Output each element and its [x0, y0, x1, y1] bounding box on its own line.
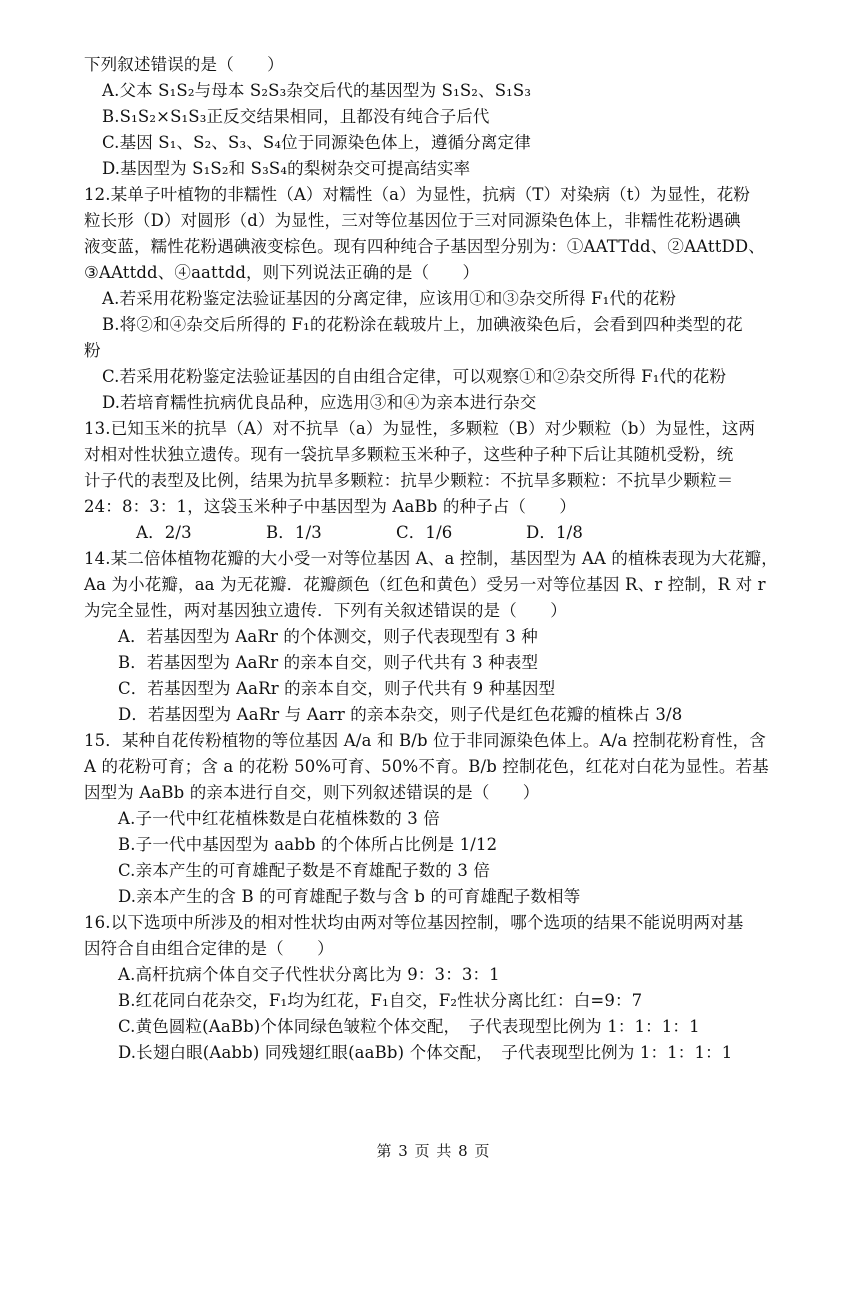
q11-option-b: B.S₁S₂×S₁S₃正反交结果相同，且都没有纯合子后代	[102, 107, 490, 126]
q15-stem-line: 15．某种自花传粉植物的等位基因 A/a 和 B/b 位于非同源染色体上。A/a 控制花粉育性，含	[84, 731, 766, 750]
q15-option-d: D.亲本产生的含 B 的可育雄配子数与含 b 的可育雄配子数相等	[118, 887, 581, 906]
q13-stem-line: 对相对性状独立遗传。现有一袋抗旱多颗粒玉米种子，这些种子种下后让其随机受粉，统	[84, 445, 734, 464]
q16-option-d: D.长翅白眼(Aabb) 同残翅红眼(aaBb) 个体交配， 子代表现型比例为 1：1：1：1	[118, 1043, 733, 1062]
q12-option-c: C.若采用花粉鉴定法验证基因的自由组合定律，可以观察①和②杂交所得 F₁代的花粉	[102, 367, 727, 386]
q14-stem-line: Aa 为小花瓣，aa 为无花瓣．花瓣颜色（红色和黄色）受另一对等位基因 R、r 控制，R 对 r	[84, 575, 766, 594]
q13-stem-line: 13.已知玉米的抗旱（A）对不抗旱（a）为显性，多颗粒（B）对少颗粒（b）为显性，这两	[84, 419, 756, 438]
q12-stem-line: 粒长形（D）对圆形（d）为显性，三对等位基因位于三对同源染色体上，非糯性花粉遇碘	[84, 211, 741, 230]
q13-option-c: C．1/6	[396, 523, 453, 542]
q16-option-a: A.高杆抗病个体自交子代性状分离比为 9：3：3：1	[118, 965, 500, 984]
q16-option-c: C.黄色圆粒(AaBb)个体同绿色皱粒个体交配， 子代表现型比例为 1：1：1：1	[118, 1017, 700, 1036]
q11-stem-end: 下列叙述错误的是（ ）	[84, 55, 284, 74]
q11-option-c: C.基因 S₁、S₂、S₃、S₄位于同源染色体上，遵循分离定律	[102, 133, 531, 152]
q12-option-b-wrap: 粉	[84, 341, 101, 360]
q11-option-d: D.基因型为 S₁S₂和 S₃S₄的梨树杂交可提高结实率	[102, 159, 471, 178]
q14-option-d: D．若基因型为 AaRr 与 Aarr 的亲本杂交，则子代是红色花瓣的植株占 3/8	[118, 705, 683, 724]
q15-option-c: C.亲本产生的可育雄配子数是不育雄配子数的 3 倍	[118, 861, 491, 880]
q13-option-b: B．1/3	[266, 523, 322, 542]
q16-option-b: B.红花同白花杂交，F₁均为红花，F₁自交，F₂性状分离比红：白=9：7	[118, 991, 643, 1010]
q14-stem-line: 14.某二倍体植物花瓣的大小受一对等位基因 A、a 控制，基因型为 AA 的植株表现为大花瓣，	[84, 549, 778, 568]
q14-option-b: B．若基因型为 AaRr 的亲本自交，则子代共有 3 种表型	[118, 653, 539, 672]
q12-option-b: B.将②和④杂交后所得的 F₁的花粉涂在载玻片上，加碘液染色后，会看到四种类型的花	[102, 315, 743, 334]
q16-stem-line: 16.以下选项中所涉及的相对性状均由两对等位基因控制，哪个选项的结果不能说明两对基	[84, 913, 744, 932]
q16-stem-line: 因符合自由组合定律的是（ ）	[84, 939, 334, 958]
q11-option-a: A.父本 S₁S₂与母本 S₂S₃杂交后代的基因型为 S₁S₂、S₁S₃	[102, 81, 532, 100]
q12-stem-line: ③AAttdd、④aattdd，则下列说法正确的是（ ）	[84, 263, 480, 282]
q13-stem-line: 计子代的表型及比例，结果为抗旱多颗粒：抗旱少颗粒：不抗旱多颗粒：不抗旱少颗粒＝	[84, 471, 734, 490]
page-content	[84, 52, 796, 1066]
q15-stem-line: 因型为 AaBb 的亲本进行自交，则下列叙述错误的是（ ）	[84, 783, 540, 802]
q14-option-c: C．若基因型为 AaRr 的亲本自交，则子代共有 9 种基因型	[118, 679, 556, 698]
page-number-footer: 第 3 页 共 8 页	[376, 1142, 491, 1160]
q13-options	[84, 520, 796, 546]
q13-option-d: D．1/8	[526, 523, 584, 542]
q12-option-a: A.若采用花粉鉴定法验证基因的分离定律，应该用①和③杂交所得 F₁代的花粉	[102, 289, 677, 308]
q13-option-a: A．2/3	[136, 523, 192, 542]
q12-stem-line: 液变蓝，糯性花粉遇碘液变棕色。现有四种纯合子基因型分别为：①AATTdd、②AAttDD、	[84, 237, 765, 256]
q14-stem-line: 为完全显性，两对基因独立遗传．下列有关叙述错误的是（ ）	[84, 601, 567, 620]
q15-option-a: A.子一代中红花植株数是白花植株数的 3 倍	[118, 809, 440, 828]
q13-stem-line: 24：8：3：1，这袋玉米种子中基因型为 AaBb 的种子占（ ）	[84, 497, 577, 516]
q14-option-a: A．若基因型为 AaRr 的个体测交，则子代表现型有 3 种	[118, 627, 538, 646]
q12-option-d: D.若培育糯性抗病优良品种，应选用③和④为亲本进行杂交	[102, 393, 537, 412]
q15-stem-line: A 的花粉可育；含 a 的花粉 50%可育、50%不育。B/b 控制花色，红花对白花为显性。若基	[84, 757, 769, 776]
q15-option-b: B.子一代中基因型为 aabb 的个体所占比例是 1/12	[118, 835, 498, 854]
q12-stem-line: 12.某单子叶植物的非糯性（A）对糯性（a）为显性，抗病（T）对染病（t）为显性，花粉	[84, 185, 751, 204]
